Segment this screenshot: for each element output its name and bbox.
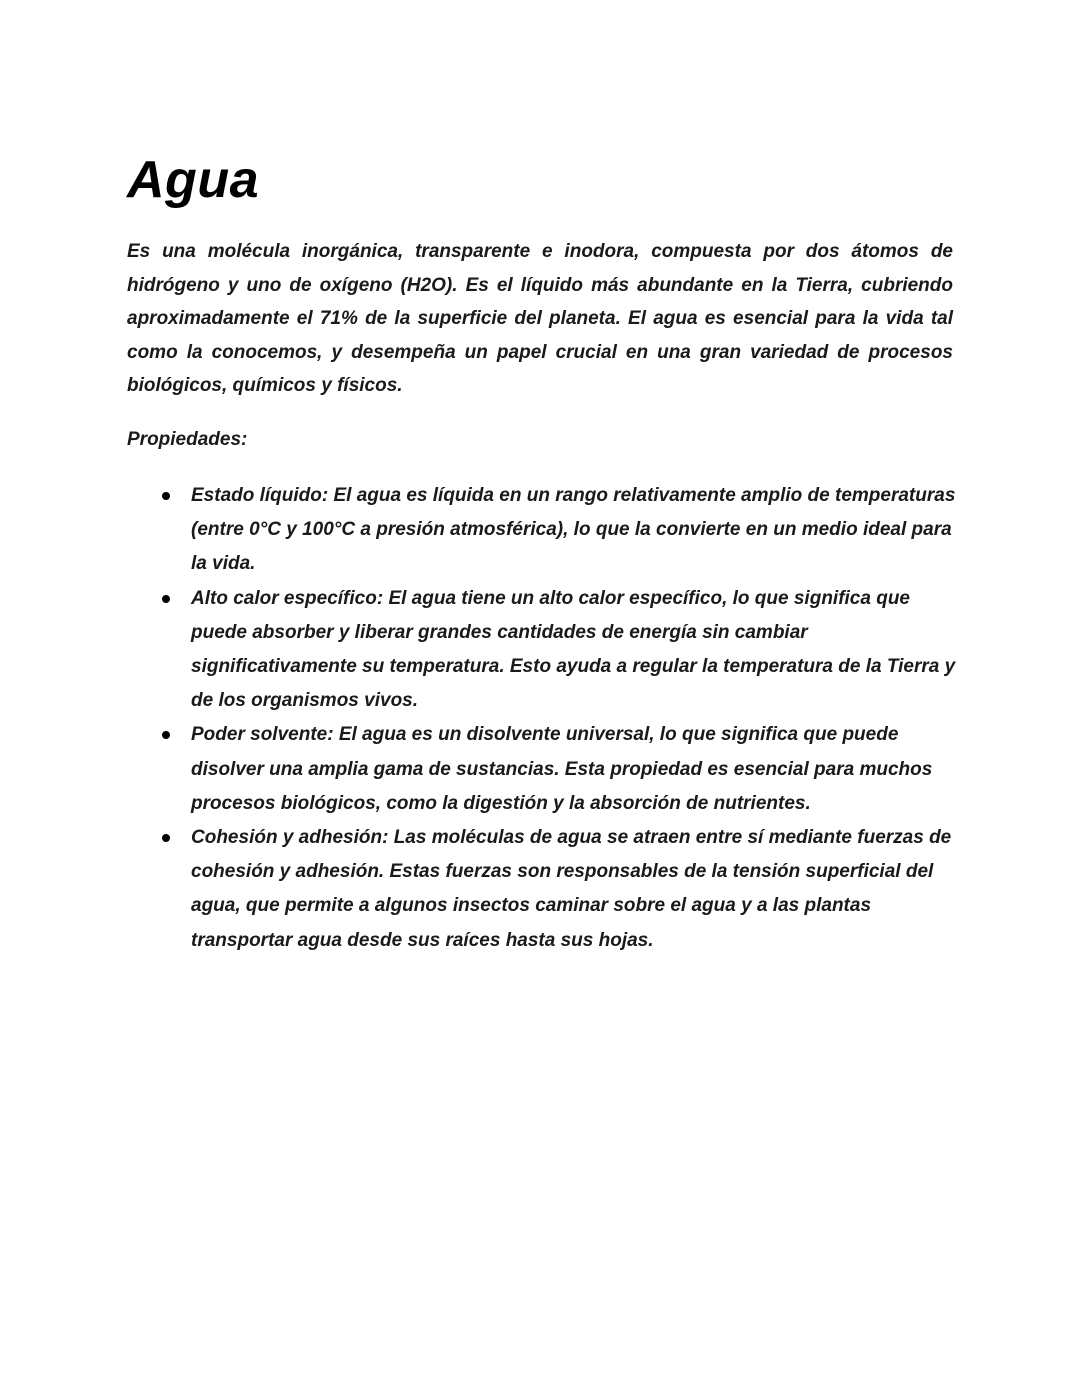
intro-paragraph: Es una molécula inorgánica, transparente e inodora, compuesta por dos átomos de hidrógeno y uno de oxígeno (H2O). Es el líquido más abundante en la Tierra, cubriendo aproximadamente el 71% de la superficie del planeta. El agua es esencial para la vida tal como la conocemos, y desempeña un papel crucial en una gran variedad de procesos biológicos, químicos y físicos.: [127, 241, 953, 396]
list-item: [160, 718, 960, 821]
list-item: [160, 821, 960, 958]
bullet-icon: [162, 595, 170, 603]
bullet-icon: [162, 731, 170, 739]
properties-heading: Propiedades:: [127, 429, 248, 450]
list-item-text: Poder solvente: El agua es un disolvente universal, lo que significa que puede disolver una amplia gama de sustancias. Esta propiedad es esencial para muchos procesos biológicos, como la digestión y la absorción de nutrientes.: [191, 724, 933, 814]
bullet-icon: [162, 834, 170, 842]
list-item-text: Estado líquido: El agua es líquida en un rango relativamente amplio de temperaturas (entre 0°C y 100°C a presión atmosférica), lo que la convierte en un medio ideal para la vida.: [191, 485, 956, 575]
properties-list: [160, 479, 960, 958]
list-item: [160, 479, 960, 582]
list-item: [160, 582, 960, 719]
list-item-text: Alto calor específico: El agua tiene un alto calor específico, lo que significa que puede absorber y liberar grandes cantidades de energía sin cambiar significativamente su temperatura. Esto ayuda a regular la temperatura de la Tierra y de los organismos vivos.: [191, 587, 956, 712]
page-title: Agua: [127, 151, 259, 209]
bullet-icon: [162, 492, 170, 500]
list-item-text: Cohesión y adhesión: Las moléculas de agua se atraen entre sí mediante fuerzas de cohesión y adhesión. Estas fuerzas son responsables de la tensión superficial del agua, que permite a algunos insectos caminar sobre el agua y a las plantas transportar agua desde sus raíces hasta sus hojas.: [191, 827, 952, 951]
